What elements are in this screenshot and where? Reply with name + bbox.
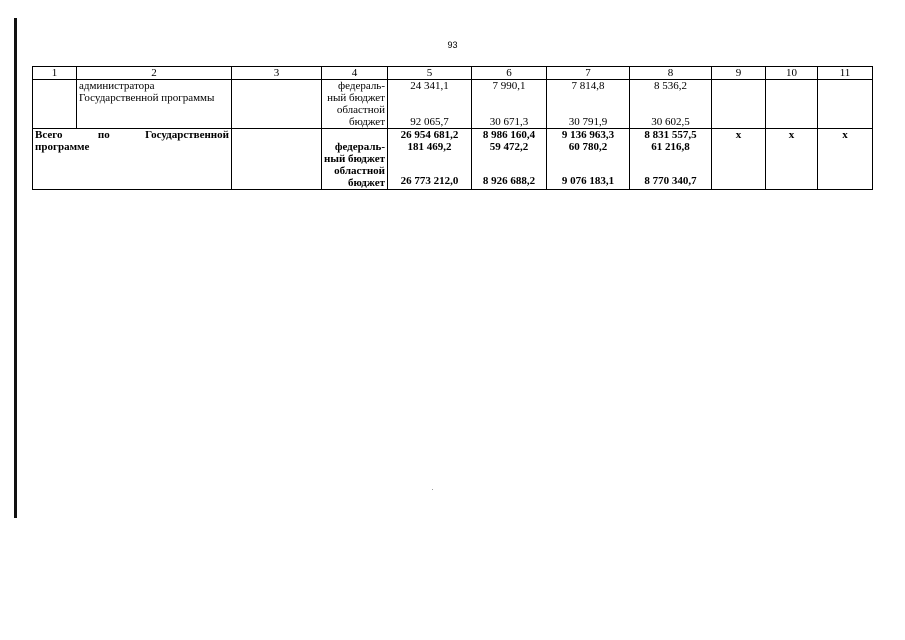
fed-value: 59 472,2	[489, 141, 529, 153]
col-header: 5	[388, 67, 472, 80]
fed-budget-label: федераль-ный бюджет	[324, 141, 385, 165]
total-word-4: программе	[35, 141, 90, 153]
fed-value: 7 814,8	[571, 80, 605, 92]
col-header: 1	[33, 67, 77, 80]
obl-value: 30 602,5	[651, 116, 690, 128]
fed-value: 61 216,8	[651, 141, 690, 153]
col-header: 6	[472, 67, 547, 80]
total-word-3: Государственной	[145, 129, 229, 141]
total-word-1: Всего	[35, 129, 63, 141]
row-name: администратора Государственной программы	[77, 80, 232, 129]
obl-value: 30 671,3	[489, 116, 529, 128]
column-number-row	[33, 67, 873, 80]
col-header: 10	[766, 67, 818, 80]
fed-value: 8 536,2	[654, 80, 687, 92]
col-header: 2	[77, 67, 232, 80]
obl-budget-label: областной бюджет	[334, 165, 385, 189]
obl-value: 9 076 183,1	[561, 175, 615, 187]
x-mark: х	[766, 129, 818, 190]
col-header: 3	[232, 67, 322, 80]
obl-value: 30 791,9	[568, 116, 608, 128]
table-row-total	[33, 129, 873, 190]
scan-speck	[432, 489, 433, 490]
total-word-2: по	[97, 129, 110, 141]
fed-budget-label: федераль-ный бюджет	[327, 80, 385, 104]
total-value: 8 986 160,4	[482, 129, 536, 141]
obl-value: 8 770 340,7	[644, 175, 697, 187]
col-header: 11	[818, 67, 873, 80]
total-value: 9 136 963,3	[561, 129, 615, 141]
total-value: 8 831 557,5	[644, 129, 697, 141]
fed-value: 60 780,2	[568, 141, 608, 153]
budget-table	[32, 66, 873, 190]
fed-value: 24 341,1	[410, 80, 449, 92]
page-number: 93	[447, 40, 458, 50]
col-header: 8	[630, 67, 712, 80]
col-header: 7	[547, 67, 630, 80]
obl-value: 26 773 212,0	[400, 175, 459, 187]
col-header: 4	[322, 67, 388, 80]
total-row-name	[33, 129, 232, 190]
x-mark: х	[818, 129, 873, 190]
obl-value: 8 926 688,2	[482, 175, 536, 187]
fed-value: 7 990,1	[492, 80, 526, 92]
obl-value: 92 065,7	[410, 116, 449, 128]
x-mark: х	[712, 129, 766, 190]
table-row-admin	[33, 80, 873, 129]
fed-value: 181 469,2	[407, 141, 452, 153]
obl-budget-label: областной бюджет	[336, 104, 385, 128]
left-margin-bar	[14, 18, 17, 518]
col-header: 9	[712, 67, 766, 80]
total-value: 26 954 681,2	[400, 129, 459, 141]
